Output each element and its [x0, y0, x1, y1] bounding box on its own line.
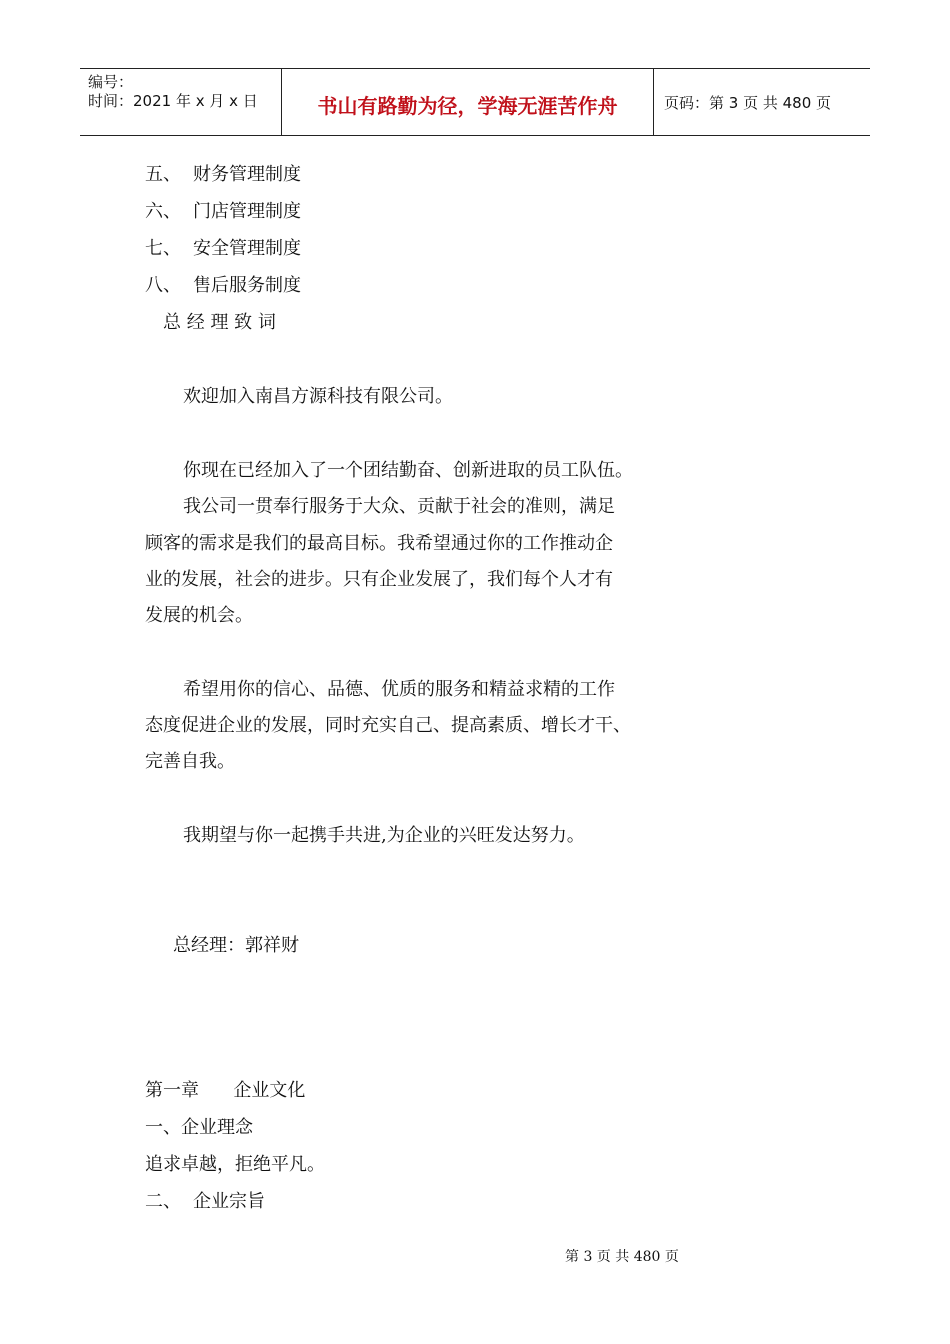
speech-paragraph-5: 我期望与你一起携手共进,为企业的兴旺发达努力。: [183, 825, 585, 846]
speech-paragraph-3-line: 业的发展，社会的进步。只有企业发展了，我们每个人才有: [145, 569, 613, 590]
speech-paragraph-3-line: 发展的机会。: [145, 605, 253, 626]
section-1-title: 一、企业理念: [145, 1117, 253, 1138]
page-footer: 第 3 页 共 480 页: [565, 1249, 679, 1265]
header-page-info: 页码：第 3 页 共 480 页: [664, 93, 832, 112]
signature: 总经理：郭祥财: [173, 935, 299, 956]
toc-text: 财务管理制度: [193, 164, 301, 185]
speech-paragraph-2: 你现在已经加入了一个团结勤奋、创新进取的员工队伍。: [183, 460, 633, 481]
toc-item-5: [145, 160, 301, 186]
speech-paragraph-3-line: 顾客的需求是我们的最高目标。我希望通过你的工作推动企: [145, 533, 613, 554]
time-label: 时间：2021 年 x 月 x 日: [88, 92, 258, 110]
header-motto: 书山有路勤为径，学海无涯苦作舟: [282, 69, 654, 135]
speech-paragraph-3-line: 我公司一贯奉行服务于大众、贡献于社会的准则，满足: [183, 496, 615, 517]
speech-paragraph-1: 欢迎加入南昌方源科技有限公司。: [183, 386, 453, 407]
toc-text: 售后服务制度: [193, 275, 301, 296]
number-label: 编号：: [88, 73, 134, 91]
toc-number: 七、: [145, 238, 181, 259]
toc-item-8: [145, 271, 301, 297]
toc-item-6: [145, 197, 301, 223]
toc-text: 安全管理制度: [193, 238, 301, 259]
chapter-heading: 第一章 企业文化: [145, 1080, 306, 1101]
toc-number: 八、: [145, 275, 181, 296]
speech-paragraph-4-line: 希望用你的信心、品德、优质的服务和精益求精的工作: [183, 679, 615, 700]
section-2-title-row: [145, 1187, 265, 1213]
speech-paragraph-4-line: 完善自我。: [145, 751, 235, 772]
toc-number: 五、: [145, 164, 181, 185]
section-2-title: 企业宗旨: [193, 1191, 265, 1212]
toc-text: 门店管理制度: [193, 201, 301, 222]
speech-title: 总 经 理 致 词: [163, 312, 276, 333]
section-number: 二、: [145, 1191, 181, 1212]
page-header: [80, 68, 870, 136]
toc-item-7: [145, 234, 301, 260]
header-meta: [80, 69, 282, 135]
speech-paragraph-4-line: 态度促进企业的发展，同时充实自己、提高素质、增长才干、: [145, 715, 631, 736]
toc-number: 六、: [145, 201, 181, 222]
section-1-text: 追求卓越，拒绝平凡。: [145, 1154, 325, 1175]
